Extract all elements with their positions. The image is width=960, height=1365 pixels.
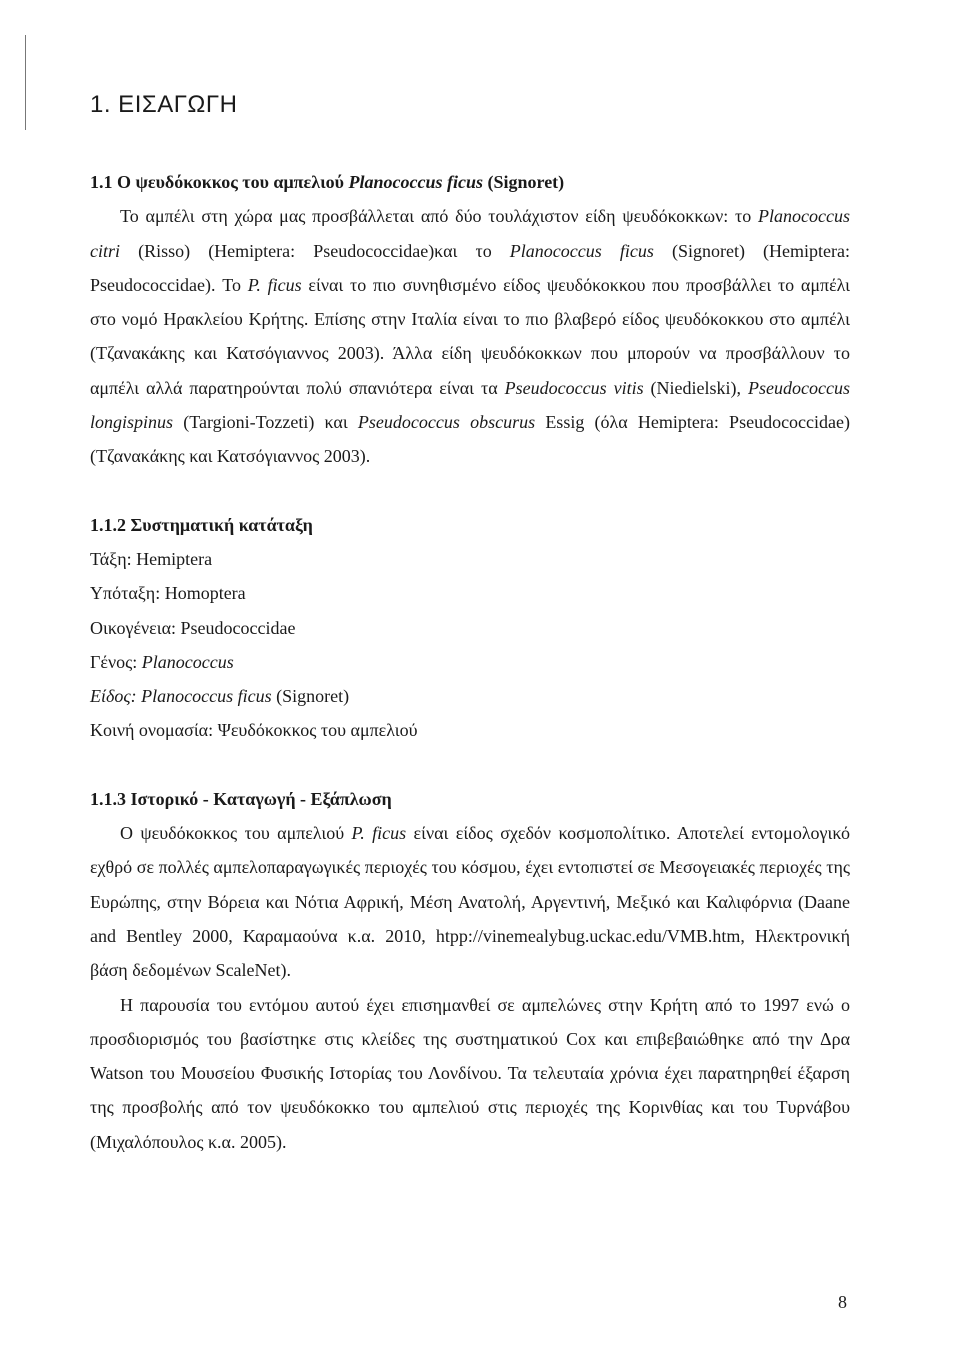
taxonomy-genus: Γένος: Planococcus — [90, 651, 234, 672]
section-heading-1-1-3: 1.1.3 Ιστορικό - Καταγωγή - Εξάπλωση — [90, 788, 392, 809]
taxonomy-order: Τάξη: Hemiptera — [90, 548, 213, 569]
section-heading-1-1: 1.1 Ο ψευδόκοκκος του αμπελιού Planococcus ficus (Signoret) — [90, 172, 565, 192]
taxonomy-species: Είδος: Planococcus ficus (Signoret) — [90, 686, 350, 707]
paragraph-grapevine-mealybugs: Το αμπέλι στη χώρα μας προσβάλλεται από δύο τουλάχιστον είδη ψευδόκοκκων: το Planococcus citri (Risso) (Hemiptera: Pseudococcidae)και το Planococcus ficus (Signoret) (Hemiptera: Pseudococcidae). Το P. ficus είναι το πιο συνηθισμένο είδος ψευδόκοκκου που προσβάλλει το αμπέλι στο νομό Ηρακλείου Κρήτης. Επίσης στην Ιταλία είναι το πιο βλαβερό είδος ψευδόκοκκου στο αμπέλι (Τζανακάκης και Κατσόγιαννος 2003). Άλλα είδη ψευδόκοκκων που μπορούν να προσβάλλουν το αμπέλι αλλά παρατηρούνται πολύ σπανιότερα είναι τα Pseudococcus vitis (Niedielski), Pseudococcus longispinus (Targioni-Tozzeti) και Pseudococcus obscurus Essig (όλα Hemiptera: Pseudococcidae) (Τζανακάκης και Κατσόγιαννος 2003). — [90, 206, 851, 467]
page-number: 8 — [838, 1292, 847, 1312]
taxonomy-suborder: Υπόταξη: Homoptera — [90, 583, 246, 604]
section-heading-1-1-2: 1.1.2 Συστηματική κατάταξη — [90, 514, 313, 535]
taxonomy-list — [90, 542, 850, 748]
spacer — [90, 474, 850, 508]
scan-margin-line — [25, 35, 26, 130]
document-body — [90, 165, 850, 1159]
taxonomy-family: Οικογένεια: Pseudococcidae — [90, 617, 296, 638]
paragraph-distribution: Ο ψευδόκοκκος του αμπελιού P. ficus είναι είδος σχεδόν κοσμοπολίτικο. Αποτελεί εντομολογικό εχθρό σε πολλές αμπελοπαραγωγικές περιοχές του κόσμου, έχει εντοπιστεί σε Μεσογειακές περιοχές της Ευρώπης, στην Βόρεια και Νότια Αφρική, Μέση Ανατολή, Αργεντινή, Μεξικό και Καλιφόρνια (Daane and Bentley 2000, Καραμαούνα κ.α. 2010, htpp://vinemealybug.uckac.edu/VMB.htm, Ηλεκτρονική βάση δεδομένων ScaleNet). — [90, 823, 851, 981]
taxonomy-common-name: Κοινή ονομασία: Ψευδόκοκκος του αμπελιού — [90, 720, 418, 741]
paragraph-crete-presence: Η παρουσία του εντόμου αυτού έχει επισημανθεί σε αμπελώνες στην Κρήτη από το 1997 ενώ ο προσδιορισμός του βασίστηκε στις κλείδες της συστηματικού Cox και επιβεβαιώθηκε από την Δρα Watson του Μουσείου Φυσικής Ιστορίας του Λονδίνου. Τα τελευταία χρόνια έχει παρατηρηθεί έξαρση της προσβολής από τον ψευδόκοκκο του αμπελιού στις περιοχές της Κορινθίας και του Τυρνάβου (Μιχαλόπουλος κ.α. 2005). — [90, 994, 850, 1152]
chapter-title: 1. ΕΙΣΑΓΩΓΗ — [90, 91, 238, 118]
spacer — [90, 748, 850, 782]
